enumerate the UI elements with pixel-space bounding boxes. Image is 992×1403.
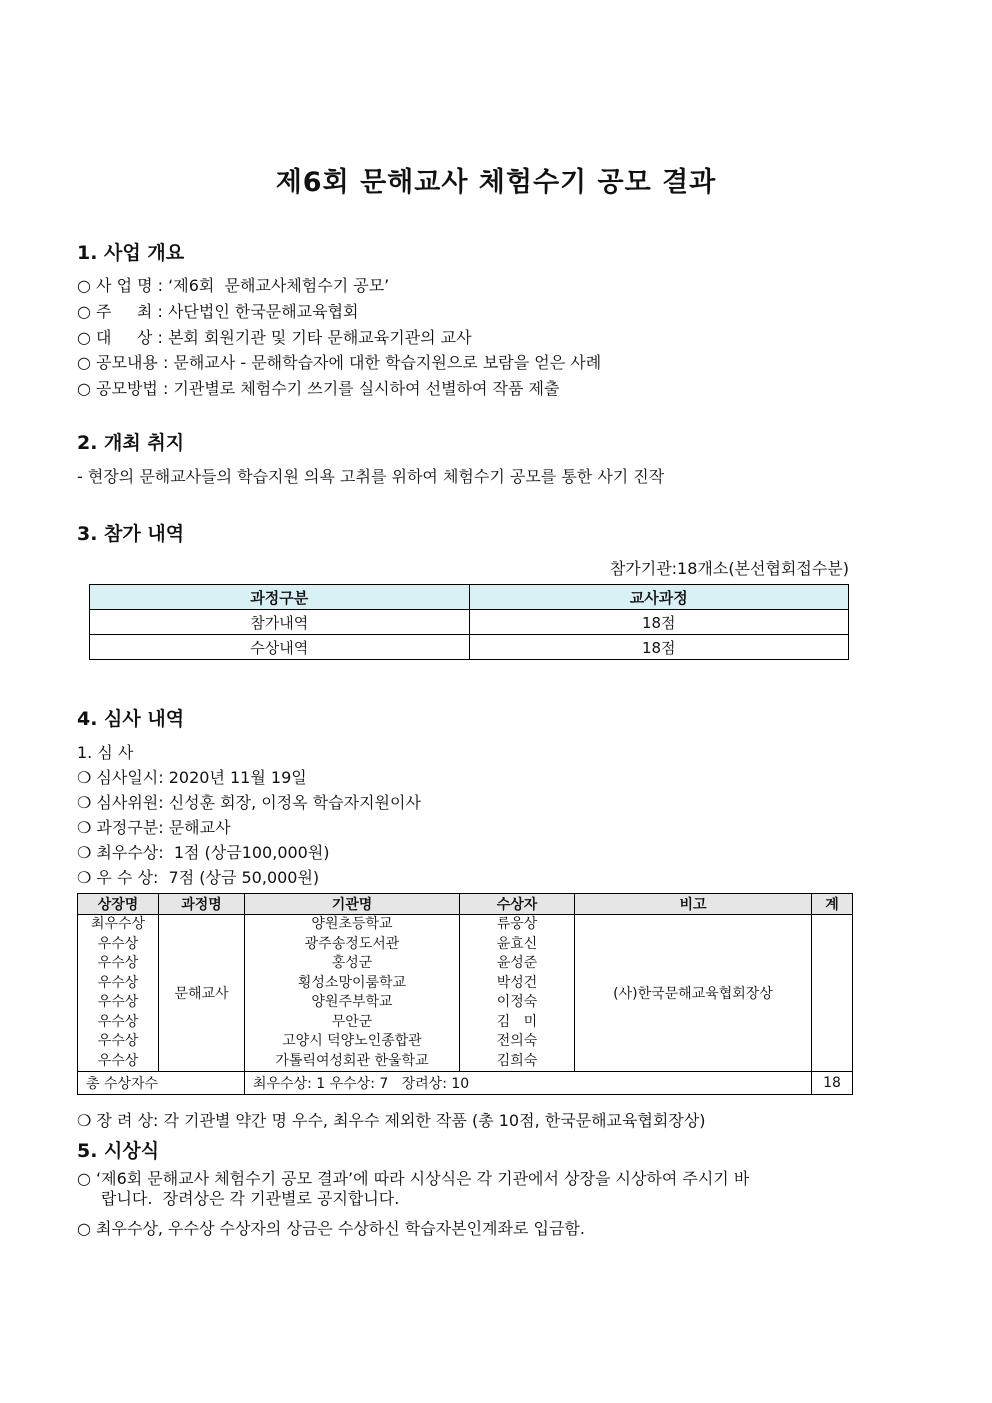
list-item: 양원주부학교 xyxy=(311,994,393,1010)
row-value: 18점 xyxy=(469,610,849,635)
s5-line-1-cont: 랍니다. 장려상은 각 기관별로 공지합니다. xyxy=(101,1189,400,1208)
list-item: 김 미 xyxy=(496,1013,538,1030)
list-item: 윤성준 xyxy=(496,955,538,971)
participation-table xyxy=(89,584,849,660)
s4-footnote: ❍ 장 려 상: 각 기관별 약간 명 우수, 최우수 제외한 작품 (총 10점, 한국문해교육협회장상) xyxy=(77,1111,706,1130)
row-label: 참가내역 xyxy=(90,610,470,635)
total-count: 18 xyxy=(812,1072,853,1095)
s4-subheading: 1. 심 사 xyxy=(77,743,134,762)
col-header-course-type: 과정구분 xyxy=(90,585,470,610)
list-item: 우수상 xyxy=(97,1052,139,1069)
list-item: 우수상 xyxy=(97,935,139,952)
list-item: 광주송정도서관 xyxy=(304,935,400,952)
institutions-cell xyxy=(245,915,460,1072)
list-item: 우수상 xyxy=(97,1033,139,1049)
list-item: 전의숙 xyxy=(496,1033,538,1049)
list-item: 김희숙 xyxy=(496,1052,538,1069)
total-cell-empty xyxy=(812,915,853,1072)
total-label: 총 수상자수 xyxy=(78,1072,245,1095)
page-title: 제6회 문해교사 체험수기 공모 결과 xyxy=(275,167,717,198)
s5-line-2: ○ 최우수상, 우수상 수상자의 상금은 수상하신 학습자본인계좌로 입금함. xyxy=(77,1219,585,1238)
participation-note: 참가기관:18개소(본선협회접수분) xyxy=(609,559,849,578)
list-item: 이정숙 xyxy=(496,994,538,1010)
s1-line-method: ○ 공모방법 : 기관별로 체험수기 쓰기를 실시하여 선별하여 작품 제출 xyxy=(77,379,560,398)
s1-line-content: ○ 공모내용 : 문해교사 - 문해학습자에 대한 학습지원으로 보람을 얻은 사례 xyxy=(77,353,602,372)
col-header-award: 상장명 xyxy=(78,894,159,915)
s5-line-1: ○ ‘제6회 문해교사 체험수기 공모 결과’에 따라 시상식은 각 기관에서 상장을 시상하여 주시기 바 xyxy=(77,1169,750,1188)
list-item: 가톨릭여성회관 한울학교 xyxy=(275,1052,429,1069)
col-header-course: 과정명 xyxy=(159,894,245,915)
row-label: 수상내역 xyxy=(90,635,470,660)
s1-line-target: ○ 대 상 : 본회 회원기관 및 기타 문해교육기관의 교사 xyxy=(77,328,472,347)
section-5-heading: 5. 시상식 xyxy=(77,1140,160,1162)
awards-body-row xyxy=(78,915,853,1072)
s4-line-judges: ❍ 심사위원: 신성훈 회장, 이정옥 학습자지원이사 xyxy=(77,793,421,812)
winners-cell xyxy=(460,915,575,1072)
list-item: 고양시 덕양노인종합관 xyxy=(282,1033,422,1049)
list-item: 최우수상 xyxy=(90,916,146,932)
s1-line-name: ○ 사 업 명 : ‘제6회 문해교사체험수기 공모’ xyxy=(77,276,390,295)
s4-line-excellence: ❍ 우 수 상: 7점 (상금 50,000원) xyxy=(77,868,320,887)
s4-line-date: ❍ 심사일시: 2020년 11월 19일 xyxy=(77,768,307,787)
list-item: 박성건 xyxy=(496,974,538,991)
list-item: 횡성소망이룸학교 xyxy=(297,974,407,991)
section-2-heading: 2. 개최 취지 xyxy=(77,432,185,454)
list-item: 우수상 xyxy=(97,955,139,971)
s4-line-course: ❍ 과정구분: 문해교사 xyxy=(77,818,231,837)
list-item: 무안군 xyxy=(331,1013,373,1030)
total-detail: 최우수상: 1 우수상: 7 장려상: 10 xyxy=(245,1072,812,1095)
col-header-teacher-course: 교사과정 xyxy=(469,585,849,610)
list-item: 양원초등학교 xyxy=(311,916,393,932)
col-header-institution: 기관명 xyxy=(245,894,460,915)
remark-cell: (사)한국문해교육협회장상 xyxy=(575,915,812,1072)
awards-table xyxy=(77,893,853,1095)
s1-line-host: ○ 주 최 : 사단법인 한국문해교육협회 xyxy=(77,302,359,321)
list-item: 윤효신 xyxy=(496,935,538,952)
col-header-winner: 수상자 xyxy=(460,894,575,915)
section-4-heading: 4. 심사 내역 xyxy=(77,708,185,730)
s4-line-grand-prize: ❍ 최우수상: 1점 (상금100,000원) xyxy=(77,843,330,862)
section-3-heading: 3. 참가 내역 xyxy=(77,523,185,545)
list-item: 류웅상 xyxy=(496,916,538,932)
list-item: 우수상 xyxy=(97,1013,139,1030)
course-cell: 문해교사 xyxy=(159,915,245,1072)
award-names-cell xyxy=(78,915,159,1072)
list-item: 홍성군 xyxy=(331,955,373,971)
table-row xyxy=(90,610,849,635)
col-header-remark: 비고 xyxy=(575,894,812,915)
list-item: 우수상 xyxy=(97,974,139,991)
s2-purpose-line: - 현장의 문해교사들의 학습지원 의욕 고취를 위하여 체험수기 공모를 통한 사기 진작 xyxy=(77,467,665,486)
table-row xyxy=(90,635,849,660)
col-header-total: 계 xyxy=(812,894,853,915)
summary-row xyxy=(78,1072,853,1095)
section-1-heading: 1. 사업 개요 xyxy=(77,242,185,264)
list-item: 우수상 xyxy=(97,994,139,1010)
row-value: 18점 xyxy=(469,635,849,660)
